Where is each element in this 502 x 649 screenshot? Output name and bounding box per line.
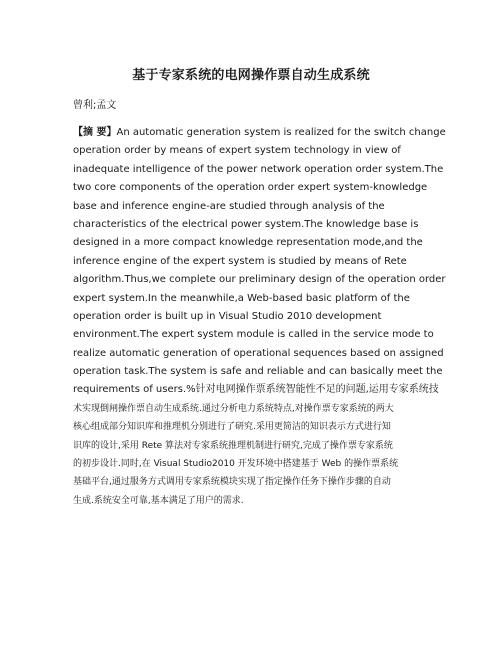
- abstract-line: 识库的设计,采用 Rete 算法对专家系统推理机制进行研究,完成了操作票专家系统: [73, 440, 393, 451]
- abstract-line: 的初步设计.同时,在 Visual Studio2010 开发环境中搭建基于 Web 的操作票系统: [73, 459, 399, 470]
- abstract-line: operation order is built up in Visual Studio 2010 development: [73, 310, 382, 322]
- abstract-line: designed in a more compact knowledge representation mode,and the: [73, 237, 423, 249]
- abstract-line: operation task.The system is safe and reliable and can basically meet the: [73, 366, 443, 378]
- paper-authors: 曾利;孟文: [73, 100, 117, 111]
- abstract-line: realize automatic generation of operational sequences based on assigned: [73, 347, 444, 359]
- abstract-line: environment.The expert system module is called in the service mode to: [73, 329, 434, 341]
- abstract-line: expert system.In the meanwhile,a Web-based basic platform of the: [73, 292, 410, 304]
- abstract-line: requirements of users.%针对电网操作票系统智能性不足的问题,运用专家系统技: [73, 384, 439, 396]
- abstract-line: inference engine of the expert system is studied by means of Rete: [73, 255, 407, 267]
- abstract-line: 生成.系统安全可靠,基本满足了用户的需求.: [73, 495, 244, 506]
- abstract-line-text: An automatic generation system is realized for the switch change: [116, 127, 446, 138]
- abstract-line: operation order by means of expert system technology in view of: [73, 145, 401, 157]
- abstract-block: [73, 124, 446, 510]
- abstract-line: 核心组成部分知识库和推理机分别进行了研究.采用更简洁的知识表示方式进行知: [73, 422, 391, 433]
- abstract-line: inadequate intelligence of the power network operation order system.The: [73, 163, 444, 175]
- abstract-line: base and inference engine-are studied through analysis of the: [73, 200, 385, 212]
- abstract-line: 基础平台,通过服务方式调用专家系统模块实现了指定操作任务下操作步骤的自动: [73, 477, 391, 488]
- abstract-line: 术实现倒闸操作票自动生成系统.通过分析电力系统特点,对操作票专家系统的两大: [73, 403, 394, 414]
- abstract-label: 【摘 要】: [73, 127, 117, 138]
- abstract-line: characteristics of the electrical power system.The knowledge base is: [73, 218, 419, 230]
- paper-title: 基于专家系统的电网操作票自动生成系统: [132, 68, 370, 83]
- abstract-line: algorithm.Thus,we complete our preliminary design of the operation order: [73, 274, 446, 286]
- abstract-line: [73, 124, 446, 142]
- abstract-line: two core components of the operation order expert system-knowledge: [73, 182, 428, 194]
